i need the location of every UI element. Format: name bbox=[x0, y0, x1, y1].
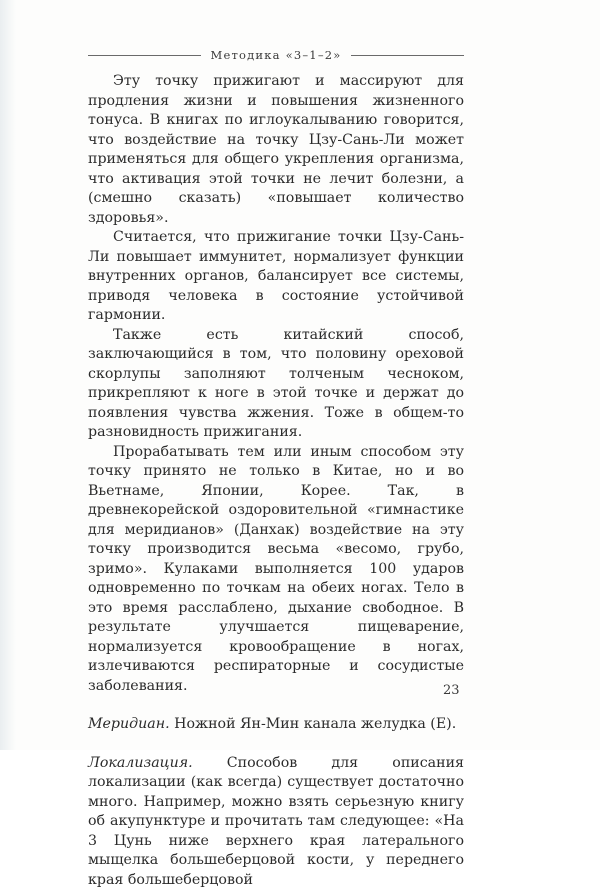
page-number: 23 bbox=[443, 683, 460, 698]
meridian-label: Меридиан. bbox=[88, 716, 170, 732]
meridian-paragraph bbox=[88, 715, 464, 735]
localization-text: Способов для описания локализации (как всегда) существует достаточно много. Например, можно взять серьезную книгу об акупунктуре и прочитать там следующее: «На 3 Цунь ниже верхнего края латерального мыщелка большеберцовой кости, у переднего края большеберцовой bbox=[88, 755, 464, 888]
localization-paragraph bbox=[88, 754, 464, 890]
paragraph-3: Также есть китайский способ, заключающийся в том, что половину ореховой скорлупы заполняют толченым чесноком, прикрепляют к ноге в этой точке и держат до появления чувства жжения. Тоже в общем-то разновидность прижигания. bbox=[88, 326, 464, 443]
header-rule-right bbox=[351, 55, 464, 56]
spine-shadow bbox=[0, 0, 16, 750]
paragraph-2: Считается, что прижигание точки Цзу-Сань-Ли повышает иммунитет, нормализует функции внутренних органов, балансирует все системы, приводя человека в состояние устойчивой гармонии. bbox=[88, 228, 464, 326]
paragraph-4: Прорабатывать тем или иным способом эту точку принято не только в Китае, но и во Вьетнаме, Японии, Корее. Так, в древнекорейской оздоровительной «гимнастике для меридианов» (Данхак) воздействие на эту точку производится весьма «весомо, грубо, зримо». Кулаками выполняется 100 ударов одновременно по точкам на обеих ногах. Тело в это время расслаблено, дыхание свободное. В результате улучшается пищеварение, нормализуется кровообращение в ногах, излечиваются респираторные и сосудистые заболевания. bbox=[88, 443, 464, 697]
meridian-text: Ножной Ян-Мин канала желудка (E). bbox=[170, 716, 457, 732]
running-header bbox=[88, 45, 464, 65]
paragraph-1: Эту точку прижигают и массируют для продления жизни и повышения жизненного тонуса. В книгах по иглоукалыванию говорится, что воздействие на точку Цзу-Сань-Ли может применяться для общего укрепления организма, что активация этой точки не лечит болезни, а (смешно сказать) «повышает количество здоровья». bbox=[88, 72, 464, 228]
localization-label: Локализация. bbox=[88, 755, 193, 771]
body-text bbox=[88, 72, 464, 890]
header-rule-left bbox=[88, 55, 201, 56]
running-header-title: Методика «3–1–2» bbox=[201, 48, 350, 62]
